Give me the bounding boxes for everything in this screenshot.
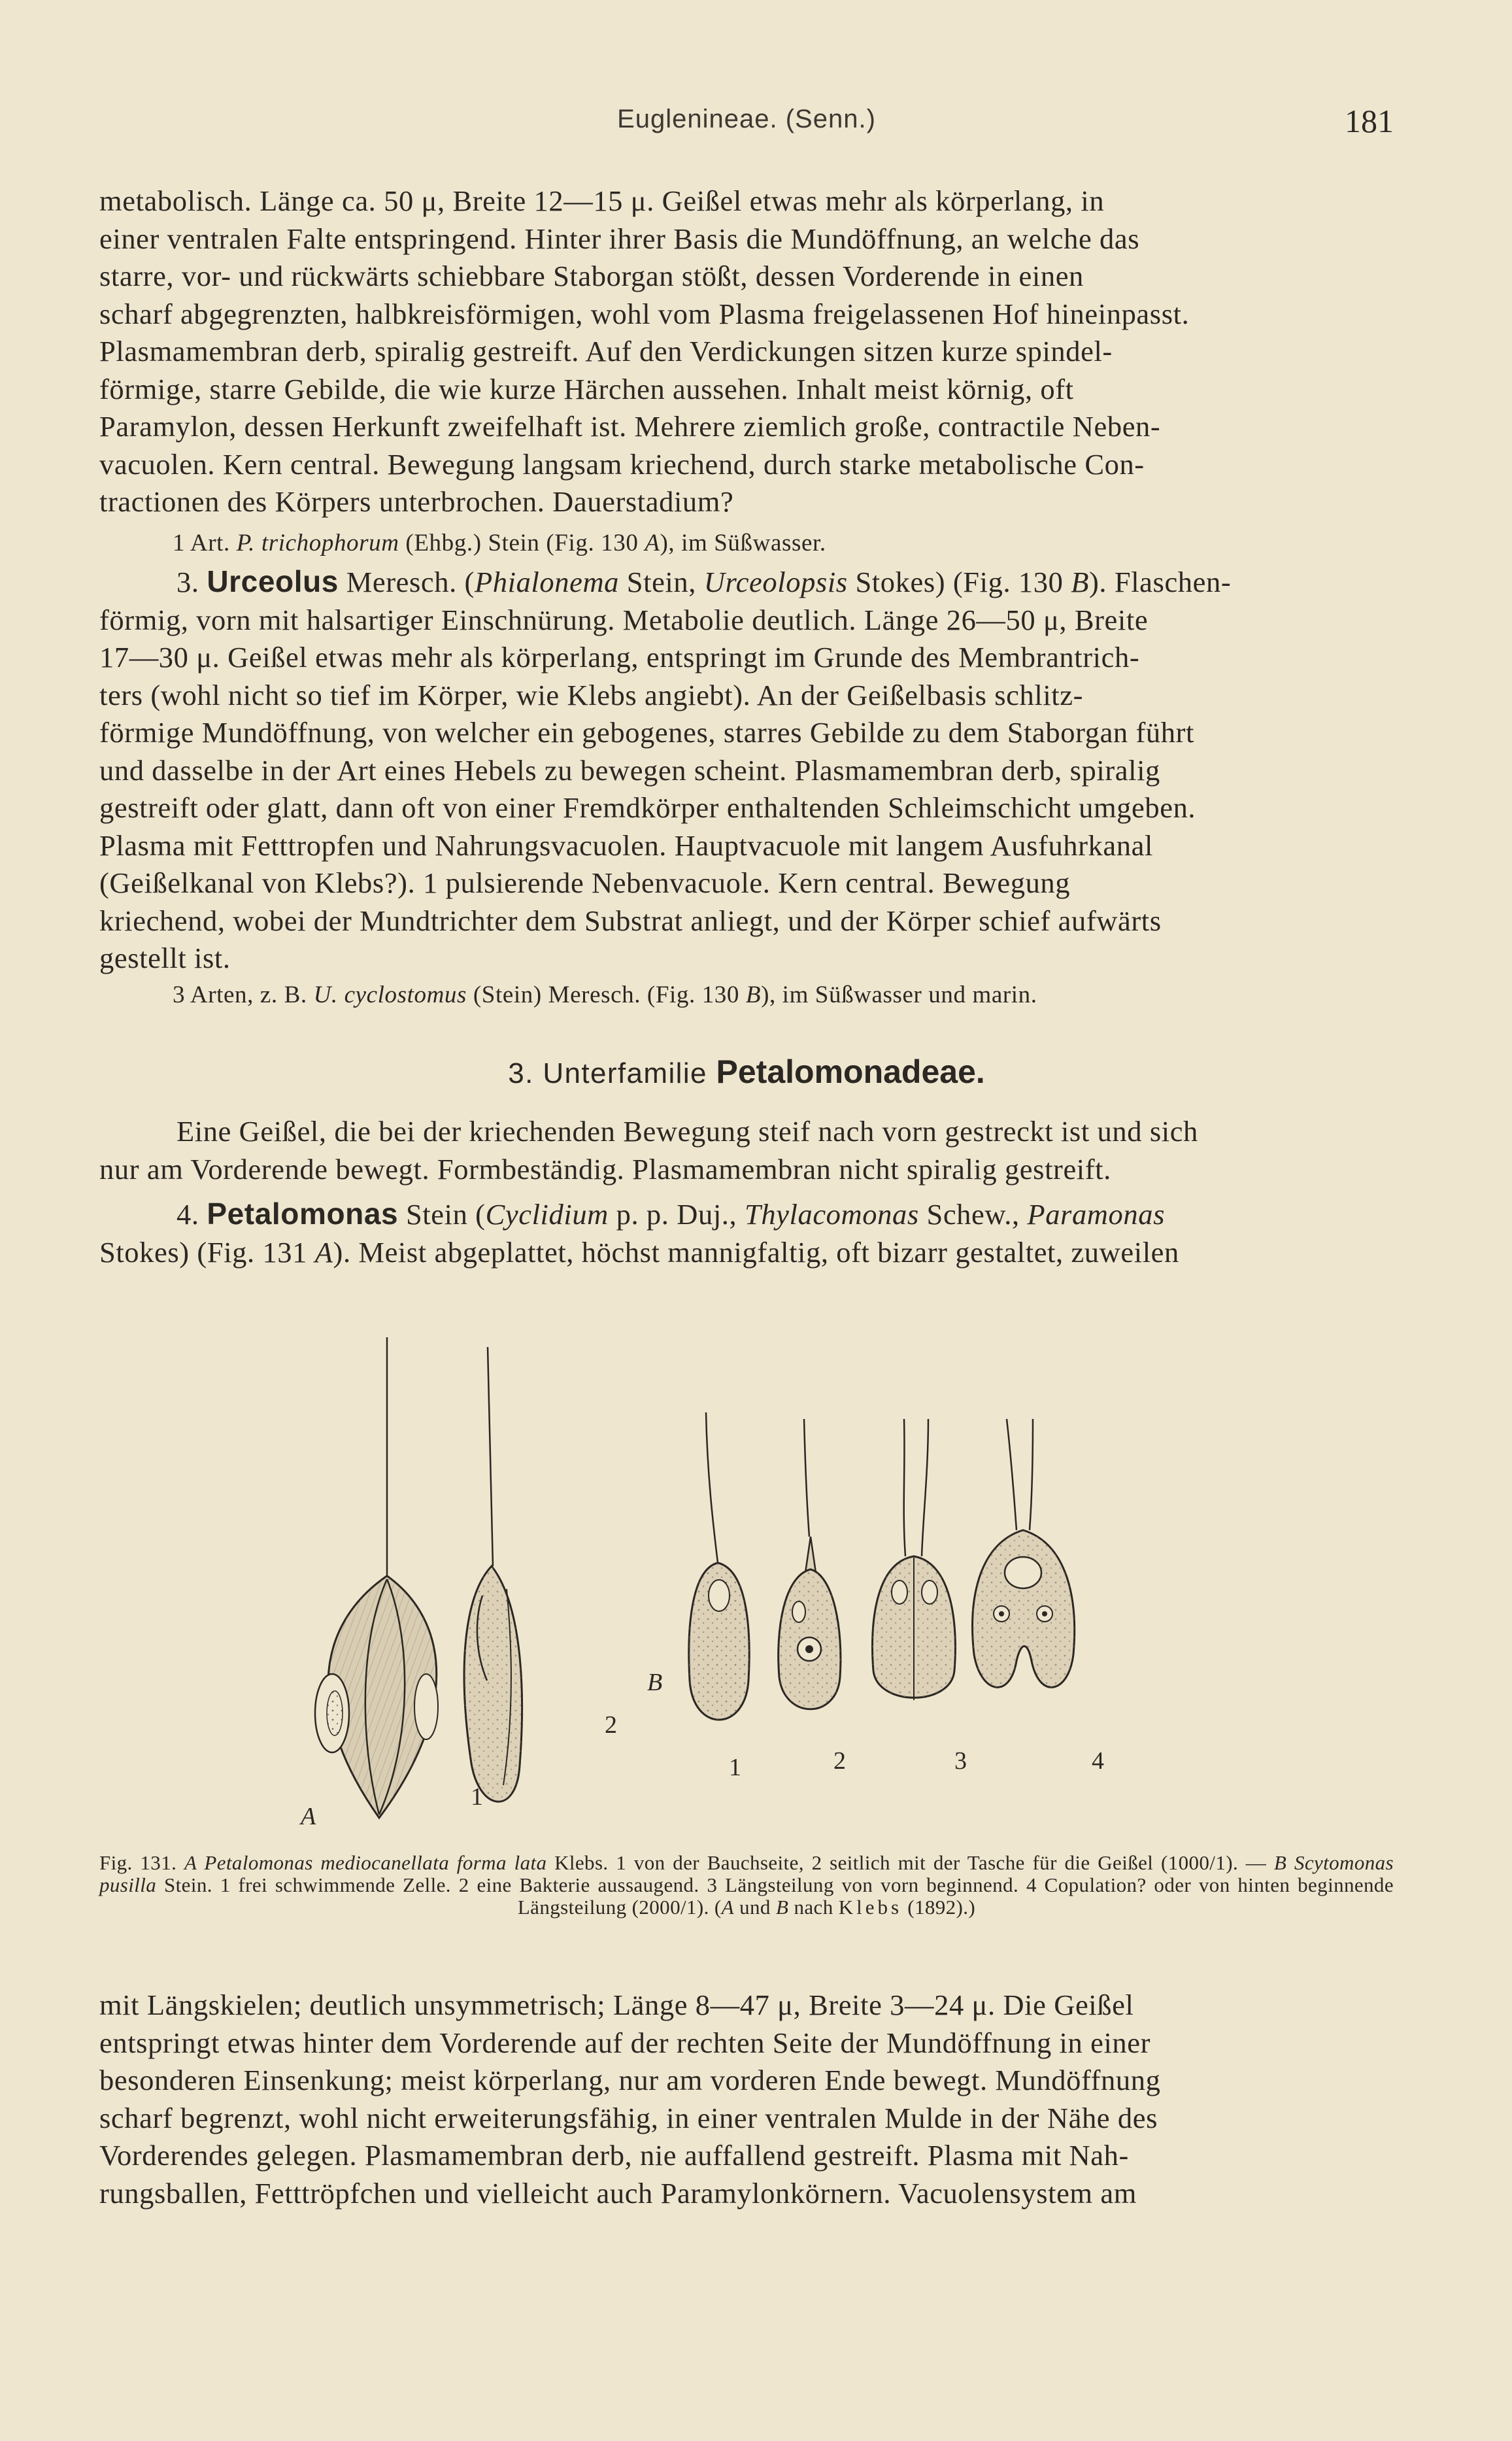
text-line: einer ventralen Falte entspringend. Hinter ihrer Basis die Mundöffnung, an welche das (99, 222, 1140, 255)
text-line: entspringt etwas hinter dem Vorderende auf der rechten Seite der Mundöffnung in einer (99, 2026, 1151, 2059)
text-line: förmig, vorn mit halsartiger Einschnürung. Metabolie deutlich. Länge 26—50 μ, Breite (99, 603, 1149, 636)
figure-caption (99, 1852, 1394, 1919)
text-line: (Geißelkanal von Klebs?). 1 pulsierende Nebenvacuole. Kern central. Bewegung (99, 866, 1071, 899)
figure-a2-cell (464, 1347, 522, 1801)
note-line: 3 Arten, z. B. U. cyclostomus (Stein) Meresch. (Fig. 130 B), im Süßwasser und marin. (173, 982, 1037, 1008)
text-line: förmige Mundöffnung, von welcher ein gebogenes, starres Gebilde zu dem Staborgan führt (99, 716, 1195, 749)
paragraph-petalomonas (99, 1195, 1394, 1271)
running-title: Euglenineae. (Senn.) (617, 105, 876, 133)
figure-label-a2: 2 (605, 1711, 617, 1739)
text-line: vacuolen. Kern central. Bewegung langsam kriechend, durch starke metabolische Con- (99, 447, 1145, 481)
figure-131 (248, 1314, 1164, 1837)
text-line: förmige, starre Gebilde, die wie kurze Härchen aussehen. Inhalt meist körnig, oft (99, 372, 1074, 405)
subfamily-heading: 3. Unterfamilie Petalomonadeae. (508, 1053, 985, 1090)
text-line: gestreift oder glatt, dann oft von einer Fremdkörper enthaltenden Schleimschicht umgeben. (99, 791, 1196, 824)
figure-b3-cell (872, 1419, 955, 1700)
text-line: Eine Geißel, die bei der kriechenden Bewegung steif nach vorn gestreckt ist und sich (176, 1115, 1198, 1148)
figure-b2-cell (779, 1419, 841, 1709)
text-line: 4. Petalomonas Stein (Cyclidium p. p. Duj., Thylacomonas Schew., Paramonas (176, 1197, 1166, 1231)
figure-label-b3: 3 (954, 1747, 967, 1775)
note-line: 1 Art. P. trichophorum (Ehbg.) Stein (Fig. 130 A), im Süßwasser. (173, 530, 826, 556)
text-line: kriechend, wobei der Mundtrichter dem Substrat anliegt, und der Körper schief aufwärts (99, 904, 1162, 937)
species-name: U. cyclostomus (313, 982, 467, 1008)
subfamily-name: Petalomonadeae. (716, 1053, 985, 1090)
text-line: scharf begrenzt, wohl nicht erweiterungsfähig, in einer ventralen Mulde in der Nähe des (99, 2101, 1158, 2134)
species-note-1 (99, 526, 1394, 560)
text-line: mit Längskielen; deutlich unsymmetrisch; Länge 8—47 μ, Breite 3—24 μ. Die Geißel (99, 1989, 1134, 2021)
paragraph-1 (99, 182, 1394, 521)
text-line: metabolisch. Länge ca. 50 μ, Breite 12—15 μ. Geißel etwas mehr als körperlang, in (99, 184, 1105, 217)
text-line: ters (wohl nicht so tief im Körper, wie Klebs angiebt). An der Geißelbasis schlitz- (99, 678, 1084, 711)
text-line: gestellt ist. (99, 942, 231, 974)
figure-label-b: B (647, 1669, 663, 1696)
species-note-2 (99, 978, 1394, 1012)
text-line: 17—30 μ. Geißel etwas mehr als körperlang, entspringt im Grunde des Membrantrich- (99, 641, 1140, 674)
text-line: rungsballen, Fetttröpfchen und vielleicht auch Paramylonkörnern. Vacuolensystem am (99, 2176, 1137, 2210)
paragraph-urceolus (99, 563, 1394, 978)
text-line: tractionen des Körpers unterbrochen. Dauerstadium? (99, 485, 734, 518)
caption-text: Fig. 131. A Petalomonas mediocanellata forma lata Klebs. 1 von der Bauchseite, 2 seitlich mit der Tasche für die Geißel (1000/1). — B Scytomonas pusilla Stein. 1 frei schwimmende Zelle. 2 eine Bakterie aussaugend. 3 Längsteilung von vorn beginnend. 4 Copulation? oder von hinten beginnende Längsteilung (2000/1). (A und B nach Klebs (1892).) (99, 1851, 1394, 1919)
text-line: und dasselbe in der Art eines Hebels zu bewegen scheint. Plasmamembran derb, spiralig (99, 753, 1160, 787)
genus-name: Urceolus (207, 564, 339, 598)
figure-label-b2: 2 (833, 1747, 846, 1775)
figure-label-b4: 4 (1092, 1747, 1104, 1775)
paragraph-subfamily-description (99, 1113, 1394, 1188)
figure-b1-cell (689, 1412, 749, 1720)
text-line: Stokes) (Fig. 131 A). Meist abgeplattet, höchst mannigfaltig, oft bizarr gestaltet, zuweilen (99, 1235, 1179, 1269)
genus-name: Petalomonas (207, 1197, 399, 1231)
text-line: Plasmamembran derb, spiralig gestreift. Auf den Verdickungen sitzen kurze spindel- (99, 335, 1113, 367)
species-name: P. trichophorum (236, 530, 399, 556)
text-line: starre, vor- und rückwärts schiebbare Staborgan stößt, dessen Vorderende in einen (99, 260, 1084, 292)
figure-label-a: A (301, 1803, 316, 1830)
figure-label-a1: 1 (471, 1783, 483, 1811)
text-line: Plasma mit Fetttropfen und Nahrungsvacuolen. Hauptvacuole mit langem Ausfuhrkanal (99, 828, 1153, 862)
text-line: 3. Urceolus Meresch. (Phialonema Stein, Urceolopsis Stokes) (Fig. 130 B). Flaschen- (176, 564, 1232, 598)
figure-b4-cell (973, 1419, 1075, 1687)
figure-a1-cell (315, 1337, 438, 1818)
page-number: 181 (1345, 103, 1394, 139)
figure-label-b1: 1 (729, 1754, 741, 1781)
text-line: Paramylon, dessen Herkunft zweifelhaft ist. Mehrere ziemlich große, contractile Neben- (99, 410, 1161, 443)
text-line: nur am Vorderende bewegt. Formbeständig. Plasmamembran nicht spiralig gestreift. (99, 1152, 1111, 1186)
text-line: Vorderendes gelegen. Plasmamembran derb, nie auffallend gestreift. Plasma mit Nah- (99, 2139, 1129, 2172)
paragraph-5 (99, 1987, 1394, 2212)
text-line: scharf abgegrenzten, halbkreisförmigen, wohl vom Plasma freigelassenen Hof hineinpasst. (99, 297, 1190, 330)
page-header (99, 105, 1394, 150)
text-line: besonderen Einsenkung; meist körperlang, nur am vorderen Ende bewegt. Mundöffnung (99, 2064, 1161, 2096)
